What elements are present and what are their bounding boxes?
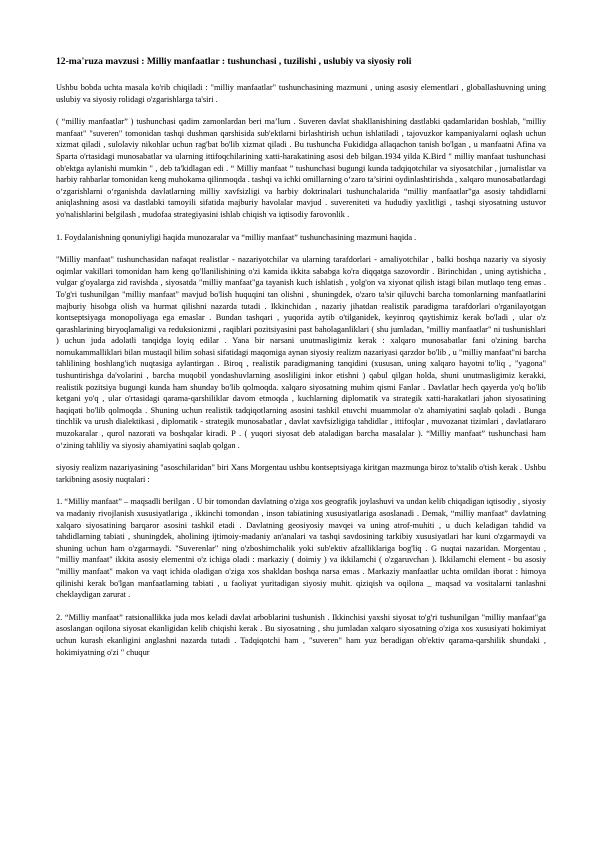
paragraph-section-heading: 1. Foydalanishning qonuniyligi haqida munozaralar va “milliy manfaat” tushunchasining mazmuni haqida .: [56, 232, 417, 242]
paragraph-point-two: 2. “Milliy manfaat” ratsionallikka juda mos keladi davlat arboblarini tushunish . Ikkinchisi yaxshi siyosat to'g'ri tushunilgan "milliy manfaat"ga asoslangan oqilona siyosat ekanligidan kelib chiqishi kerak . Bu siyosatning , shu jumladan xalqaro siyosatning o'ziga xos xususiyati hokimiyat uchun kurash ekanligini anglashni nazarda tutadi . Tadqiqotchi ham , "suveren" ham yuz beradigan ob'ektiv qarama-qarshilik shundaki , hokimiyatning o'zi " chuqur: [56, 612, 546, 657]
document-page: [56, 56, 546, 842]
lecture-title: 12-ma'ruza mavzusi : Milliy manfaatlar : tushunchasi , tuzilishi , uslubiy va siyosiy roli: [56, 56, 412, 67]
paragraph-realism-discussion: "Milliy manfaat" tushunchasidan nafaqat realistlar - nazariyotchilar va ularning tarafdorlari - amaliyotchilar , balki boshqa nazariy va siyosiy oqimlar vakillari tomonidan ham keng qo'llanilishining o'zi kamida ikkita sababga ko'ra diqqatga sazovordir . Birinchidan , uning aytishicha , vulgar g'oyalarga zid ravishda , siyosatda "milliy manfaat"ga tayanish kuch ishlatish , yolg'on va xiyonat qilish istagi bilan mutlaqo teng emas . To'g'ri tushunilgan "milliy manfaat" mavjud bo'lish huquqini tan olishni , shuningdek, o'zaro ta'sir qiluvchi barcha tomonlarning manfaatlarini majburiy hisobga olish va hurmat qilishni nazarda tutadi . Ikkinchidan , nazariy jihatdan realistik paradigma tarafdorlari o'rganilayotgan kontseptsiyaga monopoliyaga ega emaslar . Bundan tashqari , yuqorida aytib o'tilganidek, keyinroq qaytishimiz kerak bo'ladi , ular o'z qarashlarining biryoqlamaligi va reduksionizmi , raqiblari pozitsiyasini past baholaganliklari ( shu jumladan, "milliy manfaatlar" ni tushunishlari ) uchun juda adolatli tanqidga loyiq edilar . Yana bir narsani unutmasligimiz kerak : xalqaro munosabatlar fani o'zining barcha nomukammalliklari bilan mustaqil bilim sohasi sifatidagi maqomiga aynan siyosiy realizm nazariyasi qarzdor bo'lib , u "milliy manfaat"ni barcha tahlilining boshlang'ich nuqtasiga aylantirgan . Biroq , realistik paradigmaning tanqidini (xususan, uning xalqaro hayotni to'liq , "yagona" tushuntirishga da'volarini , barcha muqobil yondashuvlarning asosliligini inkor etishni ) qabul qilgan holda, shuni unutmasligimiz kerakki, realistik pozitsiya bugungi kunda ham shunday bo'lib qolmoqda. xalqaro siyosatning muhim qismi Fanlar . Davlatlar hech qayerda yo'q bo'lib ketgani yo'q , ular o'rtasidagi qarama-qarshiliklar davom etmoqda , kuchlarning diplomatik va strategik xatti-harakatlari jahon siyosatining haqiqati bo'lib qolmoqda . Shuning uchun realistik tadqiqotlarning asosini tashkil etuvchi muammolar o'z ahamiyatini saqlab qoladi . Bunga tinchlik va urush dialektikasi , diplomatik - strategik munosabatlar , davlat xavfsizligiga tahdidlar , ittifoqlar , muvozanat tizimlari , davlatlararo muzokaralar , qurol nazorati va boshqalar kiradi. P . ( yuqori siyosat deb ataladigan barcha masalalar ). “Milliy manfaat” tushunchasi ham o‘zining tahliliy va siyosiy ahamiyatini saqlab qolgan .: [56, 255, 546, 450]
paragraph-morgenthau-intro: siyosiy realizm nazariyasining "asoschilaridan" biri Xans Morgentau ushbu kontseptsiyaga kiritgan mazmunga biroz to'xtalib o'tish kerak . Ushbu tarkibning asosiy nuqtalari :: [56, 463, 546, 484]
paragraph-intro: Ushbu bobda uchta masala ko'rib chiqiladi : "milliy manfaatlar" tushunchasining mazmuni , uning asosiy elementlari , globallashuvning uning uslubiy va siyosiy rolidagi o'zgarishlarga ta'siri .: [56, 83, 546, 104]
paragraph-concept-history: ( “milliy manfaatlar” ) tushunchasi qadim zamonlardan beri ma’lum . Suveren davlat shakllanishining dastlabki qadamlaridan boshlab, "milliy manfaat" "suveren" tomonidan tashqi dushman qarshisida sub'ektlarni birlashtirish uchun ishlatiladi , tajovuzkor kampaniyalarni oqlash uchun xizmat qiladi , sulolaviy nikohlar uchun rag'bat bo'lib xizmat qiladi . Bu tushuncha Fukididga allaqachon tanish bo'lgan , u manfaatni Afina va Sparta o'rtasidagi munosabatlar va ularning ittifoqchilarining xatti-harakatining asosi deb bilgan.1934 yilda K.Bird " milliy manfaat tushunchasi ob'ektga aylanishi mumkin " , deb ta'kidlagan edi . “ Milliy manfaat ” tushunchasi bugungi kunda tadqiqotchilar va siyosatchilar , jurnalistlar va harbiy rahbarlar tomonidan keng muhokama qilinmoqda . tashqi va ichki omillarning o‘zaro ta’sirini oydinlashtirishda , xalqaro munosabatlardagi o‘zgarishlarni o‘rganishda davlatlarning milliy xavfsizligi va harbiy doktrinalari tushunchalarida “milliy manfaatlar”ga asosiy tahdidlarni aniqlashning asosi va dastlabki tamoyili sifatida majburiy havolalar mavjud . suvereniteti va hududiy yaxlitligi , tashqi siyosatning ustuvor yo'nalishlarini belgilash , mudofaa strategiyasini ishlab chiqish va iqtisodiy farovonlik .: [56, 117, 546, 219]
paragraph-point-one: 1. “Milliy manfaat” – maqsadli berilgan . U bir tomondan davlatning o'ziga xos geografik joylashuvi va undan kelib chiqadigan iqtisodiy , siyosiy va madaniy rivojlanish xususiyatlariga , ikkinchi tomondan , inson tabiatining xususiyatlariga asoslanadi . Demak, “milliy manfaat” davlatning xalqaro siyosatining barqaror asosini tashkil etadi . Davlatning geosiyosiy mavqei va uning atrof-muhiti , u duch keladigan tahdid va tahdidlarning tabiati , shuningdek, aholining ijtimoiy-madaniy an'analari va tashqi savdosining tarkibiy xususiyatlari har kuni o'zgarmaydi va shuning uchun ham o'zgarmaydi. "Suverenlar" ning o'zboshimchalik yoki sub'ektiv afzalliklariga bog'liq . G nuqtai nazaridan. Morgentau , "milliy manfaat" ikkita asosiy elementni o'z ichiga oladi : markaziy ( doimiy ) va ikkilamchi ( o'zgaruvchan ). Ikkilamchi element - bu asosiy "milliy manfaat" makon va vaqt ichida oladigan o'ziga xos shakldan boshqa narsa emas . Markaziy manfaatlar uchta omildan iborat : himoya qilinishi kerak bo'lgan manfaatlarning tabiati , u faoliyat yuritadigan siyosiy muhit. qiziqish va oqilona _ maqsad va vositalarni tanlashni cheklaydigan zarurat .: [56, 497, 546, 600]
